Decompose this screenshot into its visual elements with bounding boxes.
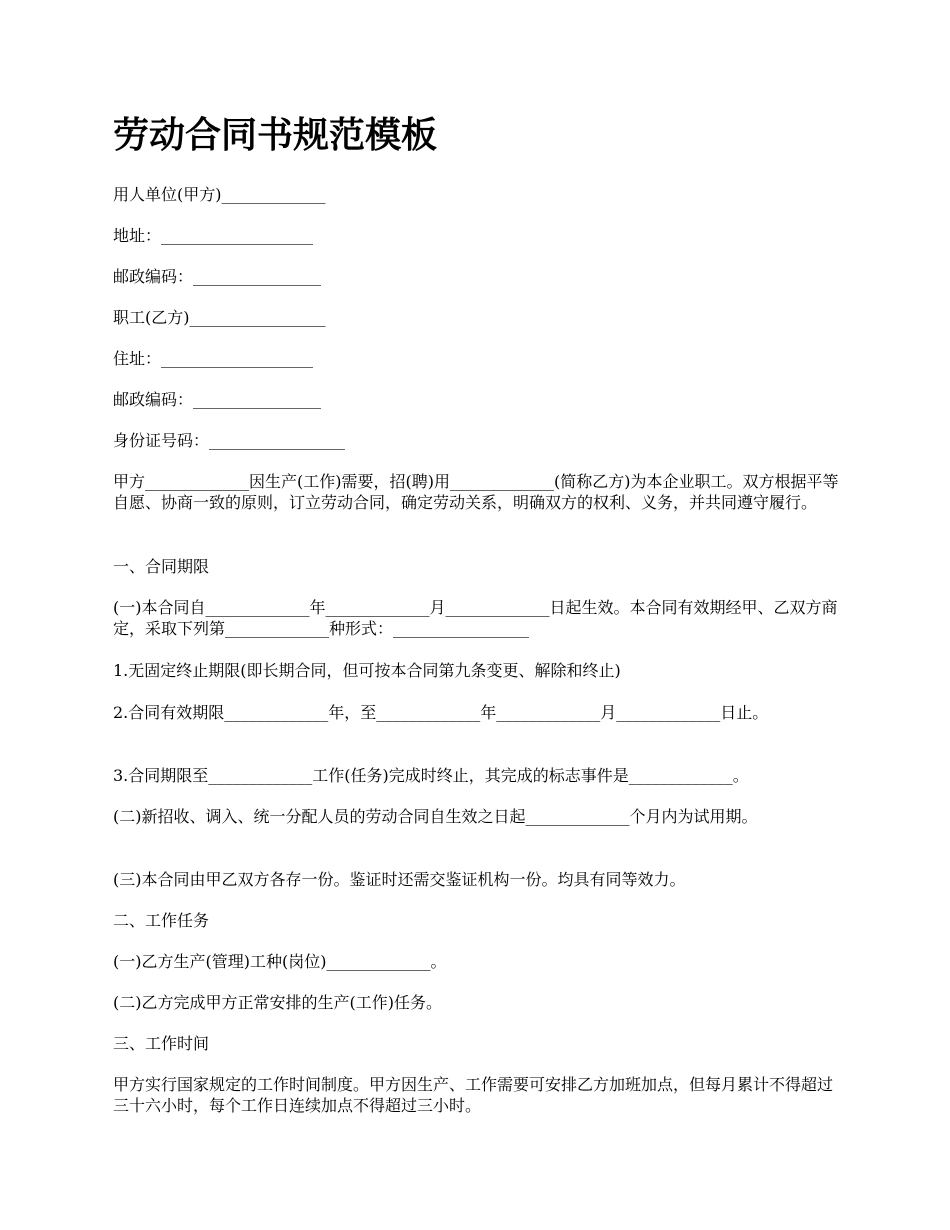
- field-employer-address: 地址：___________________: [113, 226, 314, 245]
- field-employee: 职工(乙方)_________________: [113, 308, 326, 327]
- clause-probation: (二)新招收、调入、统一分配人员的劳动合同自生效之日起_____________个月内为试用期。: [113, 807, 758, 826]
- clause-term-option-1: 1.无固定终止期限(即长期合同，但可按本合同第九条变更、解除和终止): [113, 661, 621, 680]
- field-employer-postcode: 邮政编码：________________: [113, 267, 322, 286]
- clause-term-option-3: 3.合同期限至_____________工作(任务)完成时终止，其完成的标志事件是_____________。: [113, 766, 749, 785]
- field-employer: 用人单位(甲方)_____________: [113, 185, 326, 204]
- clause-working-hours: 甲方实行国家规定的工作时间制度。甲方因生产、工作需要可安排乙方加班加点，但每月累计不得超过三十六小时，每个工作日连续加点不得超过三小时。: [113, 1075, 834, 1115]
- section-heading-contract-term: 一、合同期限: [113, 557, 210, 576]
- clause-work-position: (一)乙方生产(管理)工种(岗位)_____________。: [113, 952, 447, 971]
- section-heading-work-tasks: 二、工作任务: [113, 911, 210, 930]
- clause-work-assignment: (二)乙方完成甲方正常安排的生产(工作)任务。: [113, 993, 442, 1012]
- field-employee-residence: 住址：___________________: [113, 349, 314, 368]
- field-id-number: 身份证号码：_________________: [113, 431, 346, 450]
- clause-copies: (三)本合同由甲乙双方各存一份。鉴证时还需交鉴证机构一份。均具有同等效力。: [113, 870, 686, 889]
- document-title: 劳动合同书规范模板: [113, 115, 438, 156]
- preamble-paragraph: 甲方_____________因生产(工作)需要，招(聘)用_____________(简称乙方)为本企业职工。双方根据平等自愿、协商一致的原则，订立劳动合同，确定劳动关系，明确双方的权利、义务，并共同遵守履行。: [113, 472, 839, 512]
- section-heading-working-hours: 三、工作时间: [113, 1034, 210, 1053]
- field-employee-postcode: 邮政编码：________________: [113, 390, 322, 409]
- clause-term-option-2: 2.合同有效期限_____________年，至_____________年_____________月_____________日止。: [113, 703, 769, 722]
- clause-term-effective: (一)本合同自_____________年_____________月_____________日起生效。本合同有效期经甲、乙双方商定，采取下列第_____________种形式：_________________: [113, 598, 838, 638]
